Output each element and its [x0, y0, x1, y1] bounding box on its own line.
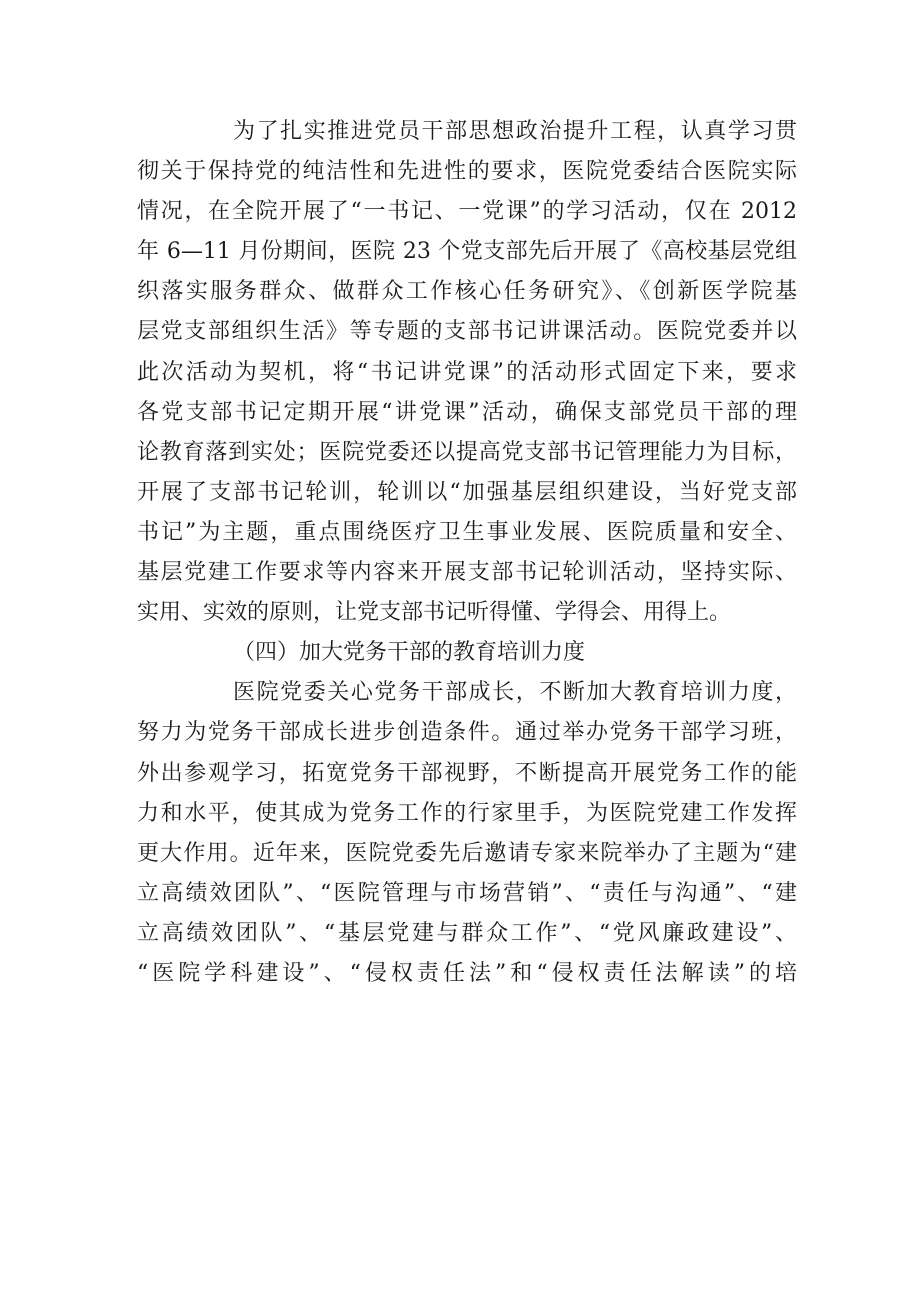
- paragraph-1-line: 层党支部组织生活》等专题的支部书记讲课活动。医院党委并以: [137, 319, 797, 345]
- paragraph-1-line: 为了扎实推进党员干部思想政治提升工程，认真学习贯: [233, 119, 797, 144]
- paragraph-2-line: 更大作用。近年来，医院党委先后邀请专家来院举办了主题为“建: [137, 840, 797, 866]
- paragraph-1-line: 各党支部书记定期开展“讲党课”活动，确保支部党员干部的理: [137, 399, 797, 425]
- paragraph-2-line: 力和水平，使其成为党务工作的行家里手，为医院党建工作发挥: [137, 800, 797, 826]
- paragraph-2-line: 立高绩效团队”、“基层党建与群众工作”、“党风廉政建设”、: [137, 920, 797, 946]
- body-text: [137, 112, 797, 994]
- paragraph-1-line: 此次活动为契机，将“书记讲党课”的活动形式固定下来，要求: [137, 359, 797, 385]
- paragraph-1-line: 书记”为主题，重点围绕医疗卫生事业发展、医院质量和安全、: [137, 519, 797, 545]
- paragraph-1-line: 织落实服务群众、做群众工作核心任务研究》、《创新医学院基: [137, 279, 797, 305]
- paragraph-1-line: 实用、实效的原则，让党支部书记听得懂、学得会、用得上。: [137, 600, 732, 626]
- paragraph-2-line: “医院学科建设”、“侵权责任法”和“侵权责任法解读”的培: [137, 960, 797, 986]
- paragraph-1-line: 年 6—11 月份期间，医院 23 个党支部先后开展了《高校基层党组: [137, 239, 797, 265]
- paragraph-1-line: 论教育落到实处；医院党委还以提高党支部书记管理能力为目标，: [137, 439, 797, 465]
- paragraph-2-line: 外出参观学习，拓宽党务干部视野，不断提高开展党务工作的能: [137, 760, 797, 786]
- paragraph-1-line: 基层党建工作要求等内容来开展支部书记轮训活动，坚持实际、: [137, 560, 797, 586]
- paragraph-1-line: 彻关于保持党的纯洁性和先进性的要求，医院党委结合医院实际: [137, 159, 797, 185]
- paragraph-2-line: 努力为党务干部成长进步创造条件。通过举办党务干部学习班，: [137, 720, 797, 746]
- paragraph-2-line: 立高绩效团队”、“医院管理与市场营销”、“责任与沟通”、“建: [137, 880, 797, 906]
- paragraph-2-line: 医院党委关心党务干部成长，不断加大教育培训力度，: [233, 680, 797, 706]
- paragraph-1-line: 情况，在全院开展了“一书记、一党课”的学习活动，仅在 2012: [137, 199, 797, 225]
- paragraph-1-line: 开展了支部书记轮训，轮训以“加强基层组织建设，当好党支部: [137, 479, 797, 505]
- section-heading: （四）加大党务干部的教育培训力度: [233, 640, 586, 666]
